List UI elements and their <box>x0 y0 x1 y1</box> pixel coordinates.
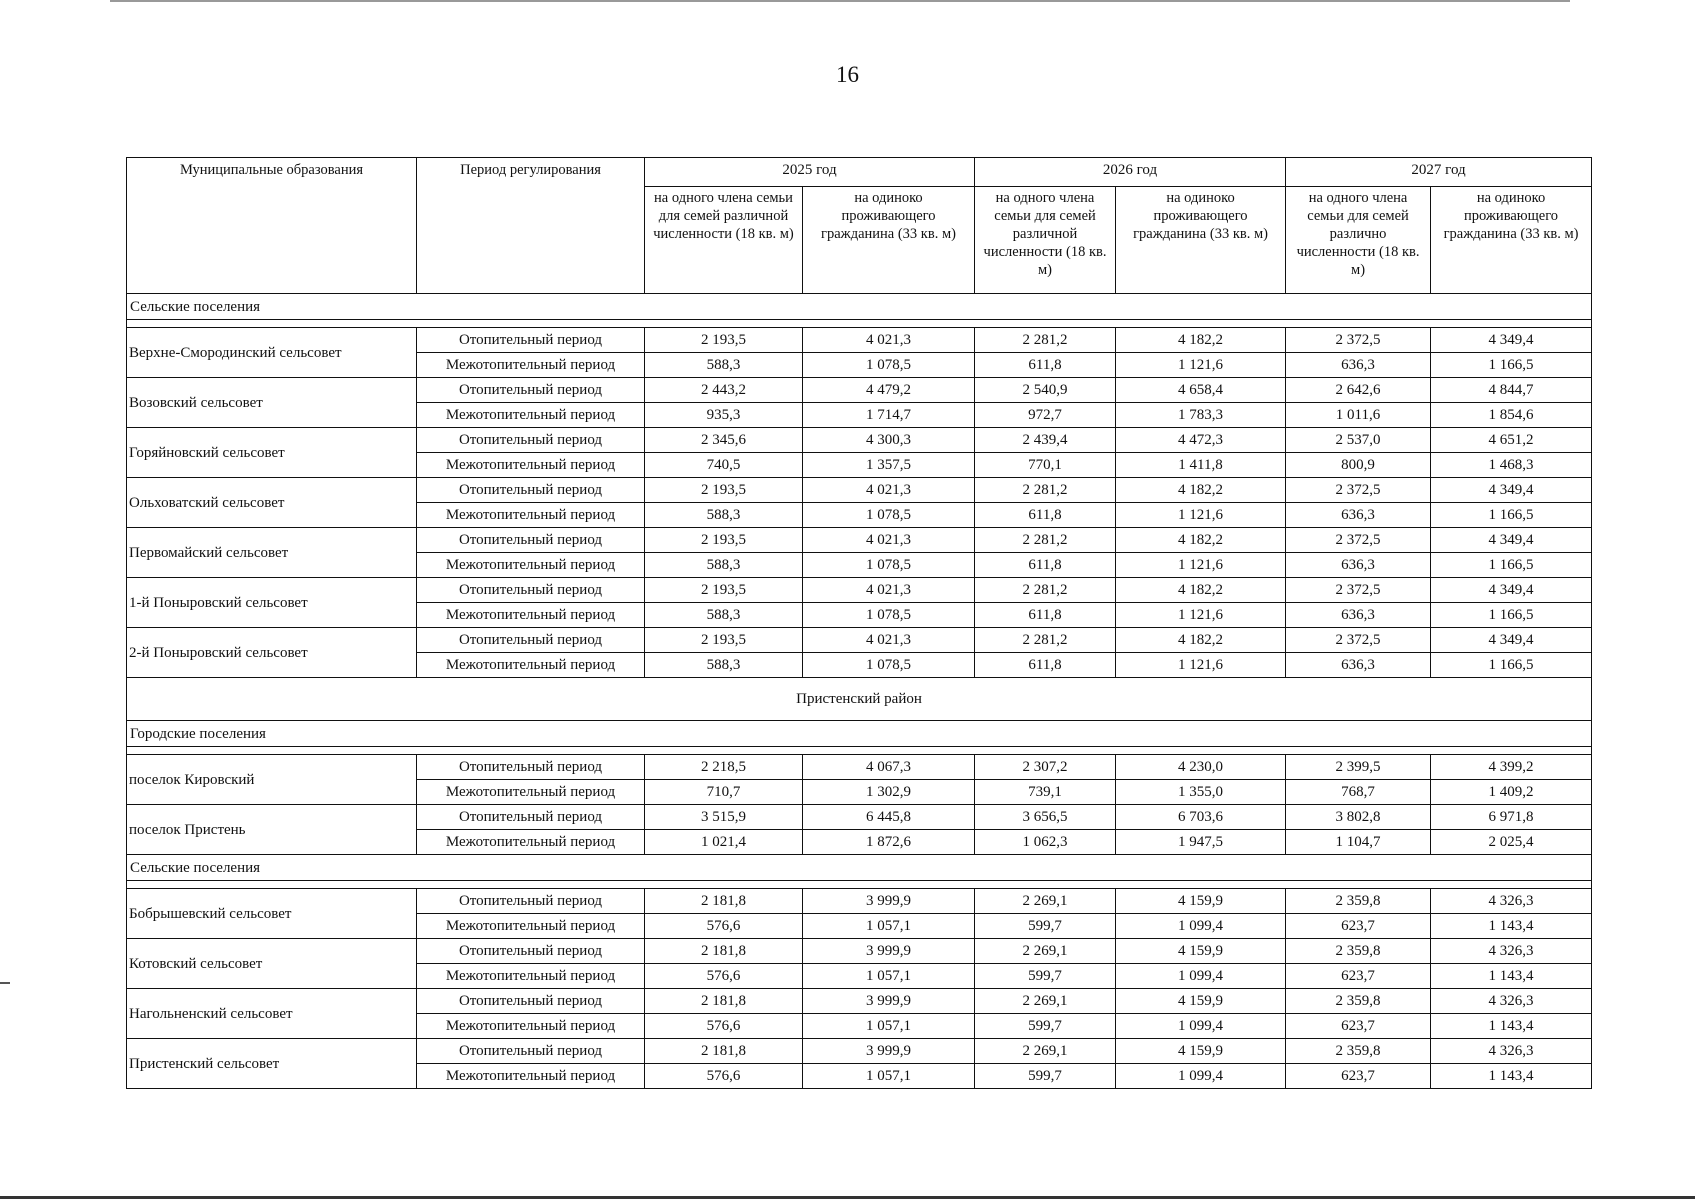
period-label: Межотопительный период <box>417 553 645 578</box>
value-cell: 2 540,9 <box>975 378 1116 403</box>
header-sub-family: на одного члена семьи для семей различной численности (18 кв. м) <box>975 187 1116 294</box>
value-cell: 2 281,2 <box>975 578 1116 603</box>
value-cell: 1 099,4 <box>1116 1014 1286 1039</box>
table-row <box>127 328 1592 353</box>
value-cell: 4 021,3 <box>803 328 975 353</box>
value-cell: 2 269,1 <box>975 939 1116 964</box>
value-cell: 2 372,5 <box>1286 628 1431 653</box>
period-label: Отопительный период <box>417 378 645 403</box>
value-cell: 1 714,7 <box>803 403 975 428</box>
value-cell: 623,7 <box>1286 1014 1431 1039</box>
value-cell: 6 445,8 <box>803 805 975 830</box>
value-cell: 4 349,4 <box>1431 528 1592 553</box>
scan-mark <box>0 982 10 984</box>
value-cell: 2 642,6 <box>1286 378 1431 403</box>
value-cell: 636,3 <box>1286 503 1431 528</box>
value-cell: 576,6 <box>645 914 803 939</box>
period-label: Межотопительный период <box>417 603 645 628</box>
value-cell: 599,7 <box>975 914 1116 939</box>
municipality-name: Верхне-Смородинский сельсовет <box>127 328 417 378</box>
value-cell: 1 143,4 <box>1431 964 1592 989</box>
value-cell: 2 372,5 <box>1286 528 1431 553</box>
value-cell: 1 947,5 <box>1116 830 1286 855</box>
value-cell: 636,3 <box>1286 603 1431 628</box>
table-row <box>127 578 1592 603</box>
value-cell: 599,7 <box>975 1014 1116 1039</box>
header-sub-family: на одного члена семьи для семей различной численности (18 кв. м) <box>645 187 803 294</box>
municipality-name: Возовский сельсовет <box>127 378 417 428</box>
table-row <box>127 939 1592 964</box>
header-row-years <box>127 158 1592 187</box>
section-title: Городские поселения <box>127 721 1592 747</box>
value-cell: 2 193,5 <box>645 528 803 553</box>
period-label: Отопительный период <box>417 989 645 1014</box>
value-cell: 1 411,8 <box>1116 453 1286 478</box>
value-cell: 1 166,5 <box>1431 603 1592 628</box>
table-row <box>127 989 1592 1014</box>
value-cell: 710,7 <box>645 780 803 805</box>
period-label: Межотопительный период <box>417 503 645 528</box>
page-number: 16 <box>836 62 859 87</box>
value-cell: 4 349,4 <box>1431 578 1592 603</box>
period-label: Межотопительный период <box>417 830 645 855</box>
table-row <box>127 628 1592 653</box>
period-label: Отопительный период <box>417 939 645 964</box>
value-cell: 588,3 <box>645 553 803 578</box>
header-year-2027: 2027 год <box>1286 158 1592 187</box>
period-label: Межотопительный период <box>417 653 645 678</box>
table-row <box>127 755 1592 780</box>
value-cell: 4 844,7 <box>1431 378 1592 403</box>
value-cell: 1 057,1 <box>803 914 975 939</box>
value-cell: 4 021,3 <box>803 528 975 553</box>
value-cell: 4 300,3 <box>803 428 975 453</box>
header-municipalities: Муниципальные образования <box>127 158 417 294</box>
value-cell: 1 783,3 <box>1116 403 1286 428</box>
scan-bottom-edge <box>0 1196 1695 1199</box>
municipality-name: поселок Пристень <box>127 805 417 855</box>
period-label: Отопительный период <box>417 478 645 503</box>
table-row <box>127 378 1592 403</box>
value-cell: 611,8 <box>975 503 1116 528</box>
value-cell: 1 166,5 <box>1431 503 1592 528</box>
value-cell: 4 658,4 <box>1116 378 1286 403</box>
value-cell: 1 078,5 <box>803 353 975 378</box>
section-row <box>127 855 1592 881</box>
value-cell: 4 182,2 <box>1116 578 1286 603</box>
period-label: Отопительный период <box>417 428 645 453</box>
value-cell: 1 057,1 <box>803 1064 975 1089</box>
period-label: Отопительный период <box>417 328 645 353</box>
value-cell: 800,9 <box>1286 453 1431 478</box>
value-cell: 3 999,9 <box>803 1039 975 1064</box>
value-cell: 739,1 <box>975 780 1116 805</box>
period-label: Межотопительный период <box>417 1014 645 1039</box>
value-cell: 2 181,8 <box>645 989 803 1014</box>
value-cell: 1 854,6 <box>1431 403 1592 428</box>
period-label: Отопительный период <box>417 578 645 603</box>
value-cell: 770,1 <box>975 453 1116 478</box>
value-cell: 1 078,5 <box>803 653 975 678</box>
header-sub-family: на одного члена семьи для семей различно численности (18 кв. м) <box>1286 187 1431 294</box>
municipality-name: Бобрышевский сельсовет <box>127 889 417 939</box>
municipality-name: 2-й Поныровский сельсовет <box>127 628 417 678</box>
value-cell: 1 099,4 <box>1116 1064 1286 1089</box>
value-cell: 1 143,4 <box>1431 1064 1592 1089</box>
period-label: Отопительный период <box>417 889 645 914</box>
value-cell: 4 182,2 <box>1116 628 1286 653</box>
value-cell: 4 159,9 <box>1116 989 1286 1014</box>
region-title: Пристенский район <box>127 678 1592 721</box>
value-cell: 2 181,8 <box>645 1039 803 1064</box>
value-cell: 768,7 <box>1286 780 1431 805</box>
table-row <box>127 528 1592 553</box>
period-label: Отопительный период <box>417 1039 645 1064</box>
value-cell: 3 802,8 <box>1286 805 1431 830</box>
municipality-name: Горяйновский сельсовет <box>127 428 417 478</box>
value-cell: 588,3 <box>645 353 803 378</box>
section-title: Сельские поселения <box>127 294 1592 320</box>
table-row <box>127 428 1592 453</box>
value-cell: 4 326,3 <box>1431 889 1592 914</box>
value-cell: 972,7 <box>975 403 1116 428</box>
value-cell: 2 269,1 <box>975 889 1116 914</box>
value-cell: 611,8 <box>975 353 1116 378</box>
value-cell: 623,7 <box>1286 914 1431 939</box>
value-cell: 2 193,5 <box>645 628 803 653</box>
value-cell: 4 021,3 <box>803 478 975 503</box>
value-cell: 2 399,5 <box>1286 755 1431 780</box>
value-cell: 1 104,7 <box>1286 830 1431 855</box>
value-cell: 2 372,5 <box>1286 478 1431 503</box>
header-sub-single: на одиноко проживающего гражданина (33 кв. м) <box>1116 187 1286 294</box>
municipality-name: поселок Кировский <box>127 755 417 805</box>
table-row <box>127 1039 1592 1064</box>
value-cell: 2 193,5 <box>645 478 803 503</box>
value-cell: 740,5 <box>645 453 803 478</box>
value-cell: 2 269,1 <box>975 989 1116 1014</box>
value-cell: 2 537,0 <box>1286 428 1431 453</box>
value-cell: 636,3 <box>1286 553 1431 578</box>
value-cell: 4 349,4 <box>1431 478 1592 503</box>
value-cell: 4 159,9 <box>1116 939 1286 964</box>
municipality-name: Пристенский сельсовет <box>127 1039 417 1089</box>
value-cell: 1 099,4 <box>1116 964 1286 989</box>
header-sub-single: на одиноко проживающего гражданина (33 кв. м) <box>803 187 975 294</box>
value-cell: 3 515,9 <box>645 805 803 830</box>
value-cell: 623,7 <box>1286 964 1431 989</box>
value-cell: 1 078,5 <box>803 553 975 578</box>
value-cell: 576,6 <box>645 964 803 989</box>
value-cell: 1 143,4 <box>1431 1014 1592 1039</box>
value-cell: 1 355,0 <box>1116 780 1286 805</box>
value-cell: 2 269,1 <box>975 1039 1116 1064</box>
value-cell: 1 166,5 <box>1431 553 1592 578</box>
table-body <box>127 158 1592 1089</box>
value-cell: 2 359,8 <box>1286 1039 1431 1064</box>
value-cell: 2 345,6 <box>645 428 803 453</box>
section-spacer <box>127 881 1592 889</box>
value-cell: 1 021,4 <box>645 830 803 855</box>
period-label: Отопительный период <box>417 805 645 830</box>
value-cell: 3 999,9 <box>803 939 975 964</box>
tariff-table <box>126 157 1592 1089</box>
value-cell: 935,3 <box>645 403 803 428</box>
period-label: Межотопительный период <box>417 453 645 478</box>
value-cell: 2 218,5 <box>645 755 803 780</box>
value-cell: 1 121,6 <box>1116 603 1286 628</box>
section-spacer <box>127 747 1592 755</box>
region-row <box>127 678 1592 721</box>
header-period: Период регулирования <box>417 158 645 294</box>
value-cell: 4 159,9 <box>1116 1039 1286 1064</box>
value-cell: 588,3 <box>645 653 803 678</box>
period-label: Межотопительный период <box>417 914 645 939</box>
period-label: Отопительный период <box>417 628 645 653</box>
section-title: Сельские поселения <box>127 855 1592 881</box>
value-cell: 4 472,3 <box>1116 428 1286 453</box>
municipality-name: Котовский сельсовет <box>127 939 417 989</box>
value-cell: 2 359,8 <box>1286 889 1431 914</box>
value-cell: 588,3 <box>645 503 803 528</box>
value-cell: 611,8 <box>975 553 1116 578</box>
section-row <box>127 721 1592 747</box>
header-year-2026: 2026 год <box>975 158 1286 187</box>
value-cell: 611,8 <box>975 603 1116 628</box>
value-cell: 1 302,9 <box>803 780 975 805</box>
value-cell: 2 281,2 <box>975 478 1116 503</box>
value-cell: 2 307,2 <box>975 755 1116 780</box>
period-label: Межотопительный период <box>417 1064 645 1089</box>
period-label: Отопительный период <box>417 755 645 780</box>
value-cell: 2 372,5 <box>1286 328 1431 353</box>
value-cell: 4 651,2 <box>1431 428 1592 453</box>
value-cell: 1 121,6 <box>1116 353 1286 378</box>
value-cell: 2 181,8 <box>645 939 803 964</box>
value-cell: 4 326,3 <box>1431 1039 1592 1064</box>
value-cell: 6 971,8 <box>1431 805 1592 830</box>
value-cell: 4 182,2 <box>1116 328 1286 353</box>
value-cell: 2 281,2 <box>975 328 1116 353</box>
value-cell: 1 057,1 <box>803 964 975 989</box>
value-cell: 4 182,2 <box>1116 528 1286 553</box>
scan-top-edge <box>110 0 1570 2</box>
header-year-2025: 2025 год <box>645 158 975 187</box>
section-row <box>127 294 1592 320</box>
value-cell: 1 409,2 <box>1431 780 1592 805</box>
value-cell: 599,7 <box>975 964 1116 989</box>
value-cell: 1 121,6 <box>1116 553 1286 578</box>
value-cell: 1 468,3 <box>1431 453 1592 478</box>
value-cell: 1 121,6 <box>1116 503 1286 528</box>
period-label: Межотопительный период <box>417 403 645 428</box>
value-cell: 576,6 <box>645 1064 803 1089</box>
value-cell: 1 099,4 <box>1116 914 1286 939</box>
value-cell: 3 999,9 <box>803 889 975 914</box>
value-cell: 4 021,3 <box>803 578 975 603</box>
value-cell: 6 703,6 <box>1116 805 1286 830</box>
value-cell: 588,3 <box>645 603 803 628</box>
value-cell: 623,7 <box>1286 1064 1431 1089</box>
value-cell: 4 399,2 <box>1431 755 1592 780</box>
municipality-name: 1-й Поныровский сельсовет <box>127 578 417 628</box>
value-cell: 4 021,3 <box>803 628 975 653</box>
value-cell: 4 230,0 <box>1116 755 1286 780</box>
period-label: Межотопительный период <box>417 964 645 989</box>
value-cell: 4 479,2 <box>803 378 975 403</box>
value-cell: 1 078,5 <box>803 603 975 628</box>
value-cell: 1 166,5 <box>1431 653 1592 678</box>
value-cell: 1 062,3 <box>975 830 1116 855</box>
municipality-name: Первомайский сельсовет <box>127 528 417 578</box>
value-cell: 4 159,9 <box>1116 889 1286 914</box>
value-cell: 1 057,1 <box>803 1014 975 1039</box>
value-cell: 599,7 <box>975 1064 1116 1089</box>
value-cell: 2 281,2 <box>975 628 1116 653</box>
table-row <box>127 805 1592 830</box>
value-cell: 3 656,5 <box>975 805 1116 830</box>
value-cell: 2 025,4 <box>1431 830 1592 855</box>
spacer-cell <box>127 881 1592 889</box>
value-cell: 2 193,5 <box>645 328 803 353</box>
value-cell: 611,8 <box>975 653 1116 678</box>
municipality-name: Ольховатский сельсовет <box>127 478 417 528</box>
value-cell: 2 281,2 <box>975 528 1116 553</box>
value-cell: 3 999,9 <box>803 989 975 1014</box>
value-cell: 2 439,4 <box>975 428 1116 453</box>
value-cell: 1 011,6 <box>1286 403 1431 428</box>
spacer-cell <box>127 320 1592 328</box>
value-cell: 2 443,2 <box>645 378 803 403</box>
spacer-cell <box>127 747 1592 755</box>
section-spacer <box>127 320 1592 328</box>
value-cell: 2 193,5 <box>645 578 803 603</box>
value-cell: 1 357,5 <box>803 453 975 478</box>
value-cell: 4 326,3 <box>1431 939 1592 964</box>
value-cell: 4 326,3 <box>1431 989 1592 1014</box>
value-cell: 2 359,8 <box>1286 939 1431 964</box>
value-cell: 4 182,2 <box>1116 478 1286 503</box>
table-row <box>127 478 1592 503</box>
value-cell: 636,3 <box>1286 353 1431 378</box>
municipality-name: Нагольненский сельсовет <box>127 989 417 1039</box>
value-cell: 1 143,4 <box>1431 914 1592 939</box>
table-row <box>127 889 1592 914</box>
value-cell: 576,6 <box>645 1014 803 1039</box>
value-cell: 4 349,4 <box>1431 328 1592 353</box>
value-cell: 1 121,6 <box>1116 653 1286 678</box>
period-label: Межотопительный период <box>417 780 645 805</box>
value-cell: 1 872,6 <box>803 830 975 855</box>
value-cell: 636,3 <box>1286 653 1431 678</box>
value-cell: 2 372,5 <box>1286 578 1431 603</box>
period-label: Отопительный период <box>417 528 645 553</box>
value-cell: 2 181,8 <box>645 889 803 914</box>
value-cell: 1 166,5 <box>1431 353 1592 378</box>
value-cell: 1 078,5 <box>803 503 975 528</box>
value-cell: 4 067,3 <box>803 755 975 780</box>
value-cell: 4 349,4 <box>1431 628 1592 653</box>
value-cell: 2 359,8 <box>1286 989 1431 1014</box>
header-sub-single: на одиноко проживающего гражданина (33 кв. м) <box>1431 187 1592 294</box>
period-label: Межотопительный период <box>417 353 645 378</box>
